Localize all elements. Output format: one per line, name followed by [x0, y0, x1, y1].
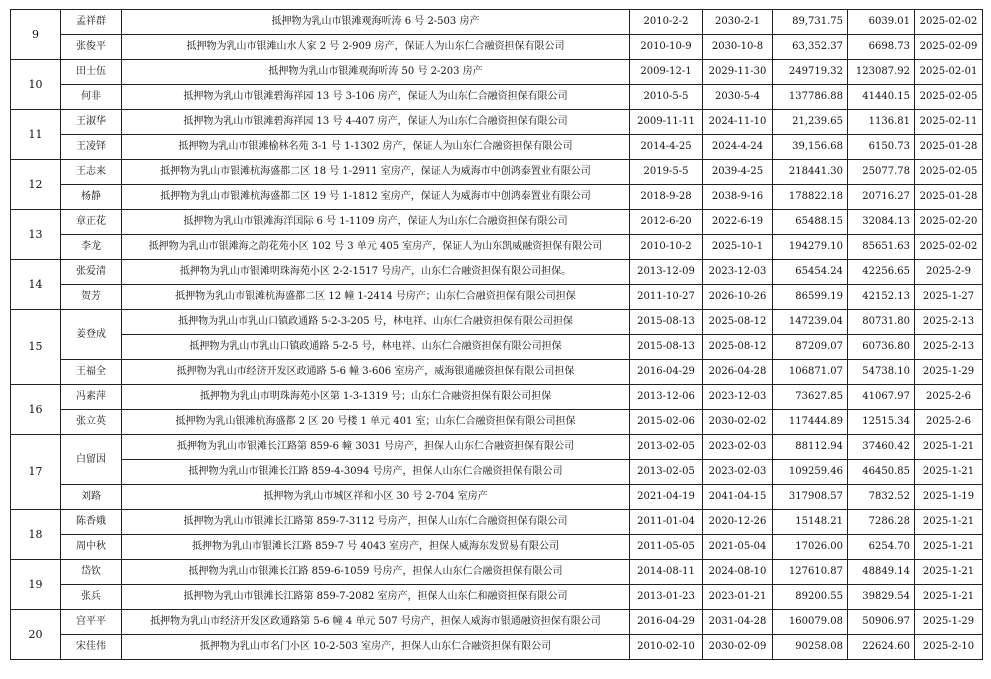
table-row: [11, 35, 983, 60]
interest-balance-cell: 42152.13: [848, 285, 915, 310]
cutoff-date-cell: 2025-02-01: [915, 60, 983, 85]
interest-balance-cell: 123087.92: [848, 60, 915, 85]
table-row: [11, 10, 983, 35]
table-row: [11, 510, 983, 535]
loan-start-date-cell: 2019-5-5: [630, 160, 703, 185]
borrower-name-cell: 刘路: [61, 485, 122, 510]
loan-end-date-cell: 2029-11-30: [703, 60, 773, 85]
cutoff-date-cell: 2025-2-9: [915, 260, 983, 285]
table-row: [11, 410, 983, 435]
loan-end-date-cell: 2023-02-03: [703, 435, 773, 460]
group-seq-cell: 17: [11, 435, 61, 510]
interest-balance-cell: 39829.54: [848, 585, 915, 610]
cutoff-date-cell: 2025-1-21: [915, 585, 983, 610]
group-seq-cell: 11: [11, 110, 61, 160]
loan-end-date-cell: 2030-10-8: [703, 35, 773, 60]
interest-balance-cell: 41067.97: [848, 385, 915, 410]
interest-balance-cell: 32084.13: [848, 210, 915, 235]
cutoff-date-cell: 2025-02-09: [915, 35, 983, 60]
table-row: [11, 485, 983, 510]
collateral-desc-cell: 抵押物为乳山市银滩杭海盛都二区 12 幢 1-2414 号房产；山东仁合融资担保有限公司担保: [122, 285, 630, 310]
cutoff-date-cell: 2025-2-6: [915, 385, 983, 410]
collateral-desc-cell: 抵押物为乳山市银滩观海听涛 50 号 2-203 房产: [122, 60, 630, 85]
table-row: [11, 560, 983, 585]
ledger-body: [11, 10, 983, 660]
interest-balance-cell: 1136.81: [848, 110, 915, 135]
collateral-desc-cell: 抵押物为乳山市银滩明珠海苑小区 2-2-1517 号房产，山东仁合融资担保有限公司担保。: [122, 260, 630, 285]
borrower-name-cell: 王淑华: [61, 110, 122, 135]
collateral-desc-cell: 抵押物为乳山市银滩杭海盛都二区 18 号 1-2911 室房产，保证人为威海市中创鸿泰置业有限公司: [122, 160, 630, 185]
loan-end-date-cell: 2022-6-19: [703, 210, 773, 235]
table-row: [11, 160, 983, 185]
principal-balance-cell: 147239.04: [773, 310, 848, 335]
loan-end-date-cell: 2023-12-03: [703, 260, 773, 285]
cutoff-date-cell: 2025-02-05: [915, 85, 983, 110]
principal-balance-cell: 90258.08: [773, 635, 848, 660]
borrower-name-cell: 何非: [61, 85, 122, 110]
collateral-desc-cell: 抵押物为乳山市银滩长江路第 859-6 幢 3031 号房产，担保人山东仁合融资担保有限公司: [122, 435, 630, 460]
principal-balance-cell: 178822.18: [773, 185, 848, 210]
collateral-desc-cell: 抵押物为乳山市银滩碧海祥园 13 号 3-106 房产，保证人为山东仁合融资担保有限公司: [122, 85, 630, 110]
interest-balance-cell: 7832.52: [848, 485, 915, 510]
loan-end-date-cell: 2025-08-12: [703, 335, 773, 360]
cutoff-date-cell: 2025-2-13: [915, 310, 983, 335]
loan-start-date-cell: 2014-08-11: [630, 560, 703, 585]
borrower-name-cell: 岱钦: [61, 560, 122, 585]
table-row: [11, 135, 983, 160]
borrower-name-cell: 冯素萍: [61, 385, 122, 410]
loan-end-date-cell: 2039-4-25: [703, 160, 773, 185]
principal-balance-cell: 160079.08: [773, 610, 848, 635]
group-seq-cell: 15: [11, 310, 61, 385]
collateral-desc-cell: 抵押物为乳山市经济开发区政通路 5-6 幢 3-606 室房产，威海银通融资担保有限公司担保: [122, 360, 630, 385]
table-row: [11, 585, 983, 610]
principal-balance-cell: 137786.88: [773, 85, 848, 110]
collateral-desc-cell: 抵押物为乳山市银滩碧海祥园 13 号 4-407 房产，保证人为山东仁合融资担保有限公司: [122, 110, 630, 135]
cutoff-date-cell: 2025-01-28: [915, 135, 983, 160]
principal-balance-cell: 127610.87: [773, 560, 848, 585]
loan-start-date-cell: 2015-08-13: [630, 335, 703, 360]
cutoff-date-cell: 2025-02-02: [915, 10, 983, 35]
principal-balance-cell: 109259.46: [773, 460, 848, 485]
table-row: [11, 335, 983, 360]
principal-balance-cell: 117444.89: [773, 410, 848, 435]
cutoff-date-cell: 2025-2-13: [915, 335, 983, 360]
interest-balance-cell: 6039.01: [848, 10, 915, 35]
interest-balance-cell: 42256.65: [848, 260, 915, 285]
loan-start-date-cell: 2009-11-11: [630, 110, 703, 135]
cutoff-date-cell: 2025-02-05: [915, 160, 983, 185]
interest-balance-cell: 22624.60: [848, 635, 915, 660]
group-seq-cell: 10: [11, 60, 61, 110]
interest-balance-cell: 37460.42: [848, 435, 915, 460]
principal-balance-cell: 17026.00: [773, 535, 848, 560]
interest-balance-cell: 25077.78: [848, 160, 915, 185]
table-row: [11, 285, 983, 310]
borrower-name-cell: 章正花: [61, 210, 122, 235]
loan-end-date-cell: 2041-04-15: [703, 485, 773, 510]
loan-start-date-cell: 2011-05-05: [630, 535, 703, 560]
principal-balance-cell: 106871.07: [773, 360, 848, 385]
collateral-desc-cell: 抵押物为乳山市经济开发区政通路第 5-6 幢 4 单元 507 号房产，担保人威海市银通融资担保有限公司: [122, 610, 630, 635]
borrower-name-cell: 陈香娥: [61, 510, 122, 535]
loan-end-date-cell: 2025-08-12: [703, 310, 773, 335]
principal-balance-cell: 89,731.75: [773, 10, 848, 35]
borrower-name-cell: 孟祥群: [61, 10, 122, 35]
principal-balance-cell: 65488.15: [773, 210, 848, 235]
loan-start-date-cell: 2010-2-2: [630, 10, 703, 35]
collateral-desc-cell: 抵押物为乳山市银滩海之韵花苑小区 102 号 3 单元 405 室房产，保证人为山东凯威融资担保有限公司: [122, 235, 630, 260]
borrower-name-cell: 宋佳伟: [61, 635, 122, 660]
principal-balance-cell: 317908.57: [773, 485, 848, 510]
borrower-name-cell: 贺芳: [61, 285, 122, 310]
loan-end-date-cell: 2025-10-1: [703, 235, 773, 260]
cutoff-date-cell: 2025-2-6: [915, 410, 983, 435]
interest-balance-cell: 85651.63: [848, 235, 915, 260]
table-row: [11, 435, 983, 460]
loan-start-date-cell: 2013-12-06: [630, 385, 703, 410]
collateral-desc-cell: 抵押物为乳山市银滩长江路第 859-7-2082 室房产，担保人山东仁和融资担保有限公司: [122, 585, 630, 610]
interest-balance-cell: 50906.97: [848, 610, 915, 635]
table-row: [11, 310, 983, 335]
loan-end-date-cell: 2023-12-03: [703, 385, 773, 410]
borrower-name-cell: 姜登成: [61, 310, 122, 360]
principal-balance-cell: 86599.19: [773, 285, 848, 310]
cutoff-date-cell: 2025-02-20: [915, 210, 983, 235]
collateral-desc-cell: 抵押物为乳山市银滩长江路第 859-7-3112 号房产，担保人山东仁合融资担保有限公司: [122, 510, 630, 535]
principal-balance-cell: 73627.85: [773, 385, 848, 410]
table-row: [11, 385, 983, 410]
principal-balance-cell: 88112.94: [773, 435, 848, 460]
cutoff-date-cell: 2025-02-11: [915, 110, 983, 135]
borrower-name-cell: 周中秋: [61, 535, 122, 560]
table-row: [11, 185, 983, 210]
loan-end-date-cell: 2030-5-4: [703, 85, 773, 110]
loan-start-date-cell: 2015-02-06: [630, 410, 703, 435]
loan-start-date-cell: 2009-12-1: [630, 60, 703, 85]
loan-start-date-cell: 2015-08-13: [630, 310, 703, 335]
cutoff-date-cell: 2025-1-29: [915, 360, 983, 385]
loan-end-date-cell: 2031-04-28: [703, 610, 773, 635]
collateral-desc-cell: 抵押物为乳山市银滩杭海盛都二区 19 号 1-1812 室房产，保证人为威海市中创鸿泰置业有限公司: [122, 185, 630, 210]
borrower-name-cell: 田士伍: [61, 60, 122, 85]
table-row: [11, 360, 983, 385]
cutoff-date-cell: 2025-1-21: [915, 435, 983, 460]
interest-balance-cell: 46450.85: [848, 460, 915, 485]
loan-start-date-cell: 2011-10-27: [630, 285, 703, 310]
loan-start-date-cell: 2016-04-29: [630, 610, 703, 635]
table-row: [11, 235, 983, 260]
borrower-name-cell: 李龙: [61, 235, 122, 260]
cutoff-date-cell: 2025-01-28: [915, 185, 983, 210]
interest-balance-cell: 48849.14: [848, 560, 915, 585]
principal-balance-cell: 194279.10: [773, 235, 848, 260]
table-row: [11, 260, 983, 285]
principal-balance-cell: 218441.30: [773, 160, 848, 185]
interest-balance-cell: 20716.27: [848, 185, 915, 210]
group-seq-cell: 12: [11, 160, 61, 210]
loan-start-date-cell: 2011-01-04: [630, 510, 703, 535]
principal-balance-cell: 39,156.68: [773, 135, 848, 160]
loan-end-date-cell: 2038-9-16: [703, 185, 773, 210]
loan-end-date-cell: 2024-08-10: [703, 560, 773, 585]
loan-end-date-cell: 2030-02-09: [703, 635, 773, 660]
interest-balance-cell: 54738.10: [848, 360, 915, 385]
collateral-desc-cell: 抵押物为乳山市乳山口镇政通路 5-2-5 号，林电祥、山东仁合融资担保有限公司担保: [122, 335, 630, 360]
collateral-desc-cell: 抵押物为乳山市银滩长江路 859-4-3094 号房产，担保人山东仁合融资担保有限公司: [122, 460, 630, 485]
table-row: [11, 535, 983, 560]
loan-start-date-cell: 2010-10-2: [630, 235, 703, 260]
borrower-name-cell: 王凌铎: [61, 135, 122, 160]
interest-balance-cell: 60736.80: [848, 335, 915, 360]
loan-end-date-cell: 2030-02-02: [703, 410, 773, 435]
cutoff-date-cell: 2025-1-21: [915, 460, 983, 485]
loan-start-date-cell: 2010-02-10: [630, 635, 703, 660]
cutoff-date-cell: 2025-1-21: [915, 560, 983, 585]
group-seq-cell: 18: [11, 510, 61, 560]
principal-balance-cell: 249719.32: [773, 60, 848, 85]
borrower-name-cell: 王福全: [61, 360, 122, 385]
borrower-name-cell: 杨静: [61, 185, 122, 210]
interest-balance-cell: 6254.70: [848, 535, 915, 560]
loan-end-date-cell: 2026-10-26: [703, 285, 773, 310]
collateral-desc-cell: 抵押物为乳山市名门小区 10-2-503 室房产，担保人山东仁合融资担保有限公司: [122, 635, 630, 660]
loan-start-date-cell: 2021-04-19: [630, 485, 703, 510]
principal-balance-cell: 63,352.37: [773, 35, 848, 60]
borrower-name-cell: 张俊平: [61, 35, 122, 60]
cutoff-date-cell: 2025-1-19: [915, 485, 983, 510]
principal-balance-cell: 15148.21: [773, 510, 848, 535]
borrower-name-cell: 张兵: [61, 585, 122, 610]
loan-end-date-cell: 2023-01-21: [703, 585, 773, 610]
collateral-desc-cell: 抵押物为乳山市银滩山水人家 2 号 2-909 房产，保证人为山东仁合融资担保有限公司: [122, 35, 630, 60]
collateral-desc-cell: 抵押物为乳山市银滩观海听涛 6 号 2-503 房产: [122, 10, 630, 35]
table-row: [11, 610, 983, 635]
loan-start-date-cell: 2013-02-05: [630, 460, 703, 485]
loan-end-date-cell: 2024-11-10: [703, 110, 773, 135]
collateral-desc-cell: 抵押物为乳山银滩杭海盛都 2 区 20 号楼 1 单元 401 室；山东仁合融资担保有限公司担保: [122, 410, 630, 435]
loan-start-date-cell: 2010-10-9: [630, 35, 703, 60]
loan-end-date-cell: 2026-04-28: [703, 360, 773, 385]
collateral-desc-cell: 抵押物为乳山市银滩海洋国际 6 号 1-1109 房产，保证人为山东仁合融资担保有限公司: [122, 210, 630, 235]
borrower-name-cell: 白留因: [61, 435, 122, 485]
collateral-desc-cell: 抵押物为乳山市银滩榆林名苑 3-1 号 1-1302 房产，保证人为山东仁合融资担保有限公司: [122, 135, 630, 160]
loan-start-date-cell: 2018-9-28: [630, 185, 703, 210]
principal-balance-cell: 65454.24: [773, 260, 848, 285]
borrower-name-cell: 张立英: [61, 410, 122, 435]
table-row: [11, 110, 983, 135]
interest-balance-cell: 12515.34: [848, 410, 915, 435]
cutoff-date-cell: 2025-1-21: [915, 510, 983, 535]
cutoff-date-cell: 2025-1-21: [915, 535, 983, 560]
loan-end-date-cell: 2021-05-04: [703, 535, 773, 560]
principal-balance-cell: 21,239.65: [773, 110, 848, 135]
interest-balance-cell: 7286.28: [848, 510, 915, 535]
loan-start-date-cell: 2014-4-25: [630, 135, 703, 160]
group-seq-cell: 20: [11, 610, 61, 660]
group-seq-cell: 13: [11, 210, 61, 260]
group-seq-cell: 16: [11, 385, 61, 435]
interest-balance-cell: 6150.73: [848, 135, 915, 160]
loan-end-date-cell: 2030-2-1: [703, 10, 773, 35]
borrower-name-cell: 张爱清: [61, 260, 122, 285]
group-seq-cell: 14: [11, 260, 61, 310]
interest-balance-cell: 41440.15: [848, 85, 915, 110]
interest-balance-cell: 6698.73: [848, 35, 915, 60]
principal-balance-cell: 89200.55: [773, 585, 848, 610]
table-row: [11, 85, 983, 110]
borrower-name-cell: 王志来: [61, 160, 122, 185]
table-row: [11, 460, 983, 485]
cutoff-date-cell: 2025-1-27: [915, 285, 983, 310]
collateral-desc-cell: 抵押物为乳山市明珠海苑小区第 1-3-1319 号；山东仁合融资担保有限公司担保: [122, 385, 630, 410]
group-seq-cell: 19: [11, 560, 61, 610]
loan-start-date-cell: 2013-12-09: [630, 260, 703, 285]
loan-ledger-table: [10, 9, 983, 660]
loan-end-date-cell: 2024-4-24: [703, 135, 773, 160]
loan-end-date-cell: 2020-12-26: [703, 510, 773, 535]
table-row: [11, 210, 983, 235]
cutoff-date-cell: 2025-02-02: [915, 235, 983, 260]
collateral-desc-cell: 抵押物为乳山市城区祥和小区 30 号 2-704 室房产: [122, 485, 630, 510]
table-row: [11, 635, 983, 660]
loan-end-date-cell: 2023-02-03: [703, 460, 773, 485]
borrower-name-cell: 宫平平: [61, 610, 122, 635]
group-seq-cell: 9: [11, 10, 61, 60]
loan-start-date-cell: 2012-6-20: [630, 210, 703, 235]
principal-balance-cell: 87209.07: [773, 335, 848, 360]
collateral-desc-cell: 抵押物为乳山市乳山口镇政通路 5-2-3-205 号，林电祥、山东仁合融资担保有限公司担保: [122, 310, 630, 335]
loan-start-date-cell: 2013-02-05: [630, 435, 703, 460]
loan-start-date-cell: 2010-5-5: [630, 85, 703, 110]
loan-start-date-cell: 2016-04-29: [630, 360, 703, 385]
cutoff-date-cell: 2025-2-10: [915, 635, 983, 660]
loan-start-date-cell: 2013-01-23: [630, 585, 703, 610]
cutoff-date-cell: 2025-1-29: [915, 610, 983, 635]
interest-balance-cell: 80731.80: [848, 310, 915, 335]
collateral-desc-cell: 抵押物为乳山市银滩长江路 859-7 号 4043 室房产，担保人威海东发贸易有限公司: [122, 535, 630, 560]
table-row: [11, 60, 983, 85]
collateral-desc-cell: 抵押物为乳山市银滩长江路 859-6-1059 号房产，担保人山东仁合融资担保有限公司: [122, 560, 630, 585]
